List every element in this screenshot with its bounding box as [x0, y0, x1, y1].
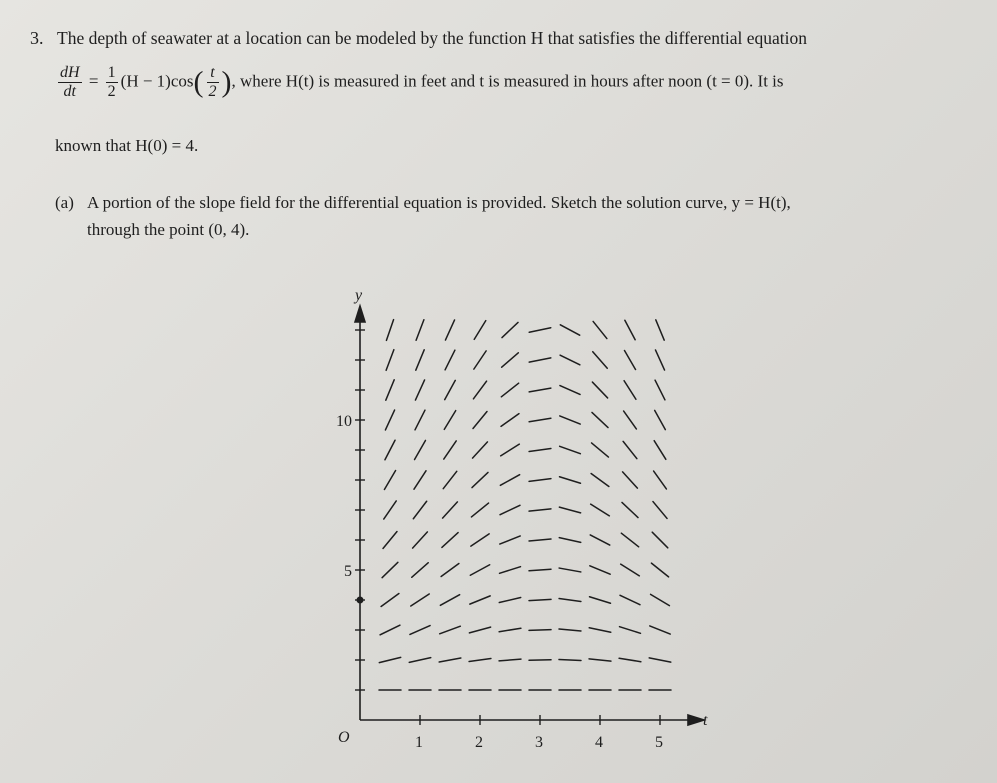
slope-segment — [624, 411, 637, 429]
x-tick-label-3: 3 — [535, 734, 543, 751]
slope-segment — [379, 657, 400, 662]
slope-segment — [385, 410, 394, 430]
eq-rest: , where H(t) is measured in feet and t is measured in hours after noon (t = 0). It is — [231, 71, 784, 91]
slope-segment — [656, 320, 664, 340]
slope-segment — [415, 380, 424, 400]
eq-open-paren: ( — [193, 65, 204, 99]
slope-segment — [445, 320, 454, 340]
y-axis-arrow — [355, 306, 365, 322]
slope-segment — [380, 625, 400, 635]
slope-segment — [443, 502, 458, 518]
slope-segment — [469, 659, 491, 662]
initial-point-marker — [357, 597, 364, 604]
x-tick-label-2: 2 — [475, 734, 483, 751]
slope-segment — [529, 328, 551, 333]
slope-segment — [560, 325, 579, 335]
slope-segment — [444, 441, 456, 459]
slope-segment — [624, 350, 635, 369]
slope-segment — [411, 594, 429, 606]
slope-segment — [593, 352, 607, 369]
slope-segment — [445, 350, 455, 370]
slope-segment — [499, 659, 521, 661]
slope-segment — [499, 628, 521, 631]
slope-segment — [529, 630, 551, 631]
slope-segment — [499, 597, 520, 602]
slope-segment — [625, 320, 635, 339]
slope-segment — [651, 594, 670, 605]
slope-segment — [559, 507, 580, 513]
slope-segment — [500, 505, 520, 514]
slope-segment — [474, 351, 486, 369]
slope-segment — [560, 386, 580, 395]
eq-coef-num: 1 — [107, 64, 116, 81]
slope-segment — [440, 626, 461, 634]
slope-segment — [384, 471, 395, 490]
slope-segment — [473, 442, 488, 458]
slope-segment — [654, 441, 666, 460]
slope-segment — [384, 501, 396, 519]
slope-segment — [529, 388, 551, 392]
y-tick-label-5: 5 — [344, 563, 352, 580]
eq-lhs-den: dt — [63, 83, 76, 100]
slope-segment — [591, 504, 610, 516]
slope-segment — [592, 443, 609, 457]
slope-segment — [621, 533, 638, 547]
y-tick-label-10: 10 — [336, 413, 352, 430]
x-axis-label: t — [703, 712, 708, 729]
slope-segment — [385, 440, 395, 460]
part-a-label: (a) — [55, 193, 74, 212]
slope-segment — [590, 535, 610, 545]
slope-segment — [589, 597, 610, 604]
slope-segment — [529, 358, 551, 362]
slope-segment — [501, 414, 519, 427]
slope-segment — [559, 599, 581, 602]
slope-segment — [386, 380, 394, 400]
part-a-line-2: through the point (0, 4). — [87, 220, 250, 239]
slope-segment — [649, 658, 671, 662]
slope-segment — [529, 599, 551, 600]
slope-segment — [655, 350, 664, 370]
slope-segment — [620, 595, 640, 604]
slope-segment — [529, 539, 551, 541]
slope-segment — [472, 472, 488, 487]
slope-segment — [621, 564, 640, 576]
slope-segment — [410, 626, 430, 635]
slope-segment — [620, 627, 641, 634]
slope-segment — [414, 471, 426, 489]
slope-segment — [619, 658, 641, 661]
slope-segment — [413, 532, 428, 548]
slope-segment — [439, 658, 461, 662]
eq-arg-den: 2 — [208, 83, 217, 100]
eq-lhs-num: dH — [60, 64, 80, 81]
slope-segment — [559, 477, 580, 484]
slope-segment — [502, 353, 519, 367]
slope-segment — [386, 350, 394, 371]
slope-segment — [500, 536, 520, 544]
slope-segment — [589, 659, 611, 661]
slope-segment — [443, 471, 457, 488]
slope-segment — [593, 321, 607, 338]
slope-segment — [502, 322, 518, 337]
slope-segment — [500, 475, 519, 486]
eq-close-paren: ) — [221, 65, 232, 99]
slope-segment — [413, 501, 426, 519]
slope-segment — [622, 502, 638, 517]
slope-segment — [589, 628, 611, 632]
slope-segment — [655, 410, 666, 429]
x-tick-label-4: 4 — [595, 734, 603, 751]
slope-segment — [445, 380, 456, 399]
slope-segment — [650, 626, 670, 634]
part-a-line-1: A portion of the slope field for the differential equation is provided. Sketch the solution curve, y = H(t), — [87, 193, 791, 212]
slope-segment — [441, 564, 459, 577]
slope-segment — [529, 448, 551, 451]
slope-segment — [409, 658, 430, 663]
slope-segment — [471, 503, 488, 517]
slope-segment — [474, 321, 486, 340]
slope-segment — [501, 444, 520, 456]
slope-segment — [442, 533, 458, 548]
slope-segment — [386, 320, 393, 341]
question-text-line-3: known that H(0) = 4. — [55, 136, 199, 155]
x-axis-arrow — [688, 715, 704, 725]
slope-segment — [470, 565, 489, 575]
slope-segment — [415, 440, 426, 459]
slope-segment — [501, 383, 518, 397]
x-tick-label-5: 5 — [655, 734, 663, 751]
slope-segment — [471, 534, 489, 546]
slope-segment — [381, 594, 399, 607]
slope-segment — [469, 627, 490, 633]
slope-segment — [559, 568, 581, 572]
eq-mid: (H − 1)cos — [120, 71, 194, 91]
eq-arg-num: t — [207, 64, 219, 83]
slope-segment — [500, 567, 521, 574]
slope-segment — [559, 538, 580, 543]
slope-segment — [654, 471, 667, 489]
y-axis-label: y — [355, 287, 363, 304]
slope-segment — [559, 629, 581, 631]
slope-segment — [592, 382, 607, 398]
slope-segment — [651, 563, 668, 577]
eq-coef-den: 2 — [107, 83, 116, 100]
x-tick-label-1: 1 — [415, 734, 423, 751]
slope-segment — [559, 660, 581, 661]
slope-segment — [590, 566, 610, 574]
slope-segment — [416, 350, 424, 370]
slope-segment — [444, 411, 455, 430]
slope-segment — [529, 509, 551, 511]
slope-segment — [470, 596, 490, 604]
slope-segment — [592, 412, 608, 427]
eq-equals: = — [88, 71, 99, 91]
slope-segment — [440, 595, 459, 606]
slope-segment — [623, 441, 637, 458]
slope-segment — [655, 380, 665, 400]
slope-segment — [529, 479, 551, 482]
slope-segment — [473, 412, 487, 429]
slope-segment — [591, 474, 609, 487]
slope-segment — [560, 416, 580, 424]
question-text-line-1: The depth of seawater at a location can be modeled by the function H that satisfies the differential equation — [57, 28, 807, 48]
slope-segment — [383, 532, 397, 549]
question-number: 3. — [30, 28, 44, 48]
slope-segment — [473, 381, 486, 399]
slope-segment — [529, 569, 551, 571]
slope-segment — [560, 446, 581, 453]
slope-segment — [653, 502, 667, 519]
slope-segment — [415, 410, 425, 430]
slope-segment — [624, 381, 636, 400]
slope-segment — [382, 562, 398, 577]
origin-label: O — [338, 729, 350, 746]
slope-segment — [623, 472, 638, 488]
slope-segment — [652, 532, 668, 548]
slope-segment — [412, 563, 429, 578]
slope-segment — [529, 418, 551, 421]
slope-segment — [560, 355, 580, 365]
slope-segment — [416, 320, 424, 341]
